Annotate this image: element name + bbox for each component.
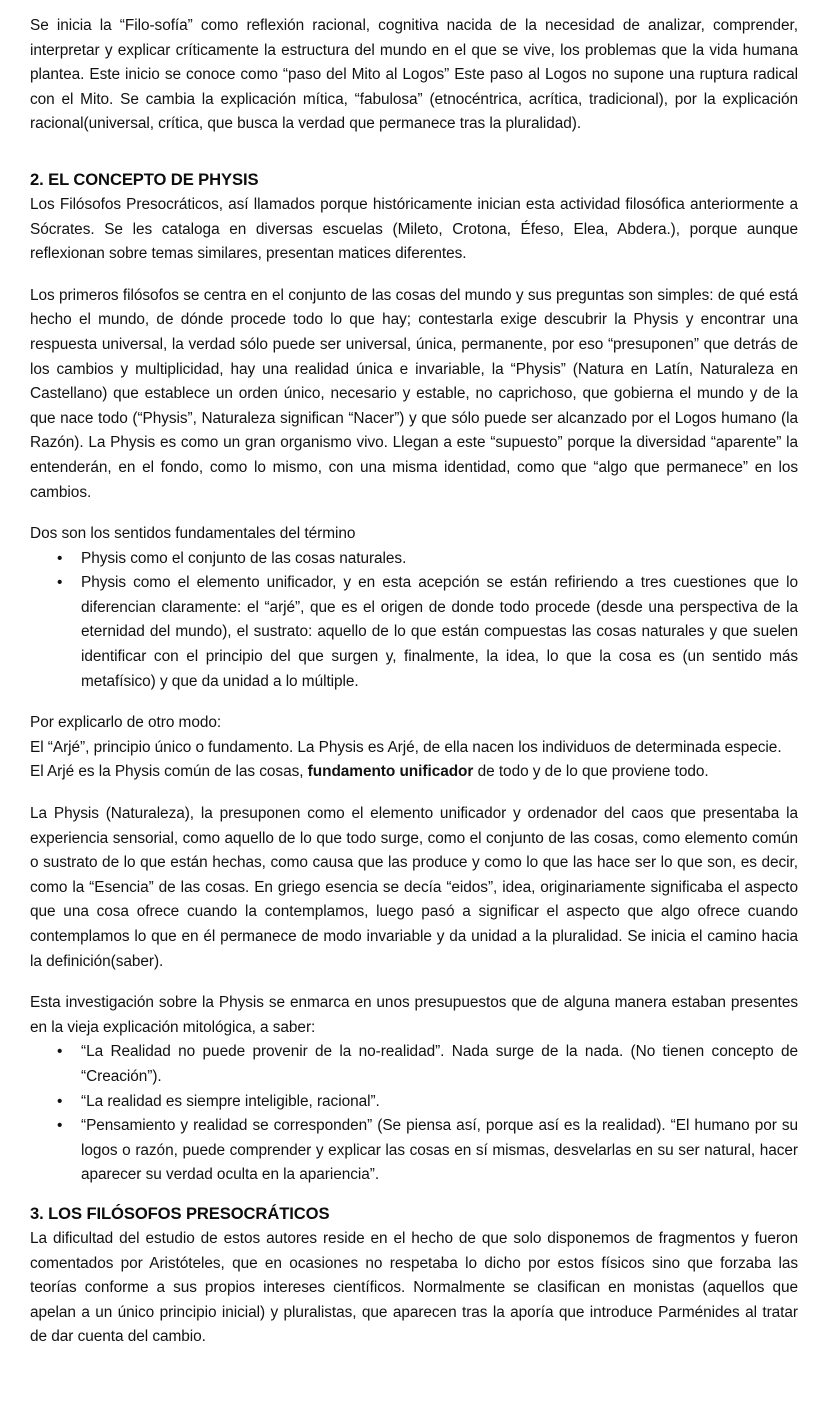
paragraph-arje-line-1: El “Arjé”, principio único o fundamento. La Physis es Arjé, de ella nacen los individuos de determinada especie. (30, 738, 782, 756)
paragraph-intro: Se inicia la “Filo-sofía” como reflexión racional, cognitiva nacida de la necesidad de analizar, comprender, interpretar y explicar críticamente la estructura del mundo en el que se vive, los problemas que la vida humana plantea. Este inicio se conoce como “paso del Mito al Logos” Este paso al Logos no supone una ruptura radical con el Mito. Se cambia la explicación mítica, “fabulosa” (etnocéntrica, acrítica, tradicional), por la explicación racional(universal, crítica, que busca la verdad que permanece tras la pluralidad). (30, 17, 798, 133)
bullet-point-icon: • (57, 1043, 63, 1061)
paragraph-arje-line-2 (30, 760, 798, 785)
paragraph-spacer (30, 137, 798, 154)
list-item-label: “La Realidad no puede provenir de la no-realidad”. Nada surge de la nada. (No tienen concepto de “Creación”). (81, 1043, 798, 1085)
list-item-label: Physis como el conjunto de las cosas naturales. (81, 549, 407, 567)
bullet-point-icon: • (57, 1117, 63, 1135)
paragraph-por-explicarlo-lead: Por explicarlo de otro modo: (30, 714, 222, 732)
list-item (30, 1114, 798, 1188)
arje-text-tail: de todo y de lo que proviene todo. (473, 763, 709, 781)
paragraph-spacer (30, 785, 798, 802)
list-item-label: Physis como el elemento unificador, y en esta acepción se están refiriendo a tres cuestiones que lo diferencian claramente: el “arjé”, que es el origen de donde todo procede (desde una perspectiva de la eternidad del mundo), el sustrato: aquello de lo que están compuestas las cosas naturales y que suelen identificar con el principio del que surgen y, finalmente, la idea, lo que la cosa es (un sentido más metafísico) y que da unidad a lo múltiple. (81, 574, 798, 690)
page-heading-physis: 2. EL CONCEPTO DE PHYSIS (30, 169, 259, 189)
paragraph-spacer (30, 974, 798, 991)
arje-bold-emphasis: fundamento unificador (307, 763, 474, 781)
paragraph-physis-naturaleza: La Physis (Naturaleza), la presuponen como el elemento unificador y ordenador del caos que presentaba la experiencia sensorial, como aquello de lo que todo surge, como el conjunto de las cosas, como elemento común o sustrato de lo que están hechas, como causa que las produce y como lo que las hace ser lo que son, es decir, como la “Esencia” de las cosas. En griego esencia se decía “eidos”, idea, originariamente significaba el aspecto que una cosa ofrece cuando la contemplamos, luego pasó a significar el aspecto que algo ofrece cuando contemplamos lo que en él permanece de modo invariable y da unidad a la pluralidad. Se inicia el camino hacia la definición(saber). (30, 805, 798, 970)
page-bottom-spacer (30, 1350, 798, 1390)
paragraph-spacer (30, 267, 798, 284)
arje-text-lead: El Arjé es la Physis común de las cosas, (30, 763, 308, 781)
list-item (30, 1040, 798, 1089)
list-item (30, 571, 798, 694)
list-item (30, 1090, 798, 1115)
bullet-point-icon: • (57, 549, 63, 567)
paragraph-spacer (30, 694, 798, 711)
paragraph-spacer (30, 505, 798, 522)
list-item-label: “Pensamiento y realidad se corresponden” (Se piensa así, porque así es la realidad). “El humano por su logos o razón, puede comprender y explicar las cosas en sí mismas, desvelarlas en su ser natural, hacer aparecer su verdad oculta en la apariencia”. (81, 1117, 798, 1184)
heading-block-presocraticos (30, 1201, 798, 1226)
page-heading-presocraticos: 3. LOS FILÓSOFOS PRESOCRÁTICOS (30, 1203, 330, 1223)
bullet-point-icon: • (57, 574, 63, 592)
paragraph-dificultad: La dificultad del estudio de estos autores reside en el hecho de que solo disponemos de fragmentos y fueron comentados por Aristóteles, que en ocasiones no respetaba lo dicho por estos físicos sino que forzaba las teorías conforme a sus propios intereses científicos. Normalmente se clasifican en monistas (aquellos que apelan a un único principio inicial) y pluralistas, que aparecen tras la aporía que introduce Parménides al tratar de dar cuenta del cambio. (30, 1229, 798, 1346)
list-sentidos-fundamentales (30, 547, 798, 695)
list-item (30, 547, 798, 572)
paragraph-presocraticos: Los Filósofos Presocráticos, así llamados porque históricamente inician esta actividad filosófica anteriormente a Sócrates. Se les cataloga en diversas escuelas (Mileto, Crotona, Éfeso, Elea, Abdera.), porque aunque reflexionan sobre temas similares, presentan matices diferentes. (30, 195, 798, 263)
heading-block-physis (30, 167, 798, 192)
bullet-point-icon: • (57, 1092, 63, 1110)
paragraph-dos-sentidos-lead: Dos son los sentidos fundamentales del término (30, 525, 356, 543)
list-presupuestos (30, 1040, 798, 1188)
list-item-label: “La realidad es siempre inteligible, racional”. (81, 1092, 380, 1110)
paragraph-investigacion: Esta investigación sobre la Physis se enmarca en unos presupuestos que de alguna manera estaban presentes en la vieja explicación mitológica, a saber: (30, 994, 798, 1036)
paragraph-primeros-filosofos: Los primeros filósofos se centra en el conjunto de las cosas del mundo y sus preguntas son simples: de qué está hecho el mundo, de dónde procede todo lo que hay; contestarla exige descubrir la Physis y encontrar una respuesta universal, la verdad sólo puede ser universal, única, permanente, por eso “presuponen” que detrás de los cambios y multiplicidad, hay una realidad única e invariable, la “Physis” (Natura en Latín, Naturaleza en Castellano) que establece un orden único, necesario y estable, no caprichoso, que gobierna el mundo y de la que nace todo (“Physis”, Naturaleza significan “Nacer”) y que sólo puede ser alcanzado por el Logos humano (la Razón). La Physis es como un gran organismo vivo. Llegan a este “supuesto” porque la diversidad “aparente” la entenderán, en el fondo, como lo mismo, con una misma identidad, como que “algo que permanece” en los cambios. (30, 286, 798, 501)
